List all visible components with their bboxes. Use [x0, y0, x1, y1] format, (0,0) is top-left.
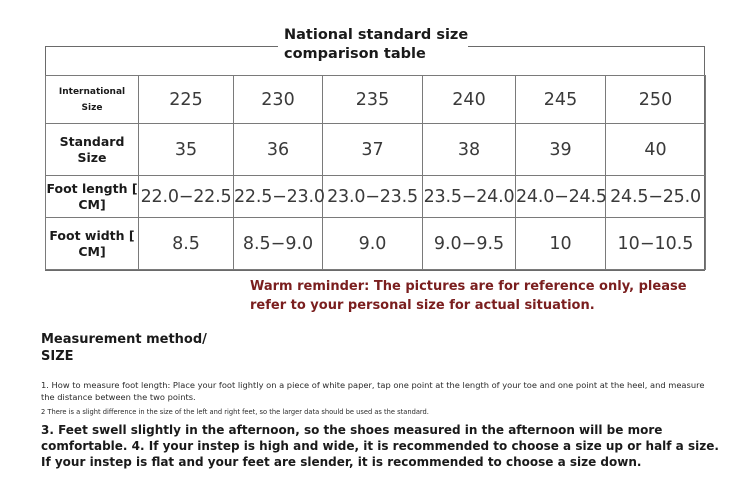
measurement-note-3: 3. Feet swell slightly in the afternoon, so the shoes measured in the afternoon will be more comfortable. 4. If your instep is high and wide, it is recommended to choose a size up or half a size. If your instep is flat and your feet are slender, it is recommended to choose a size down. [41, 423, 719, 469]
table-cell: 40 [606, 124, 706, 176]
table-row [46, 218, 706, 270]
table-cell: 235 [323, 76, 423, 124]
table-cell: 225 [139, 76, 234, 124]
table-row [46, 176, 706, 218]
table-cell: 38 [423, 124, 516, 176]
table-cell: 22.0−22.5 [139, 176, 234, 218]
row-header: Foot length [ CM] [46, 176, 139, 218]
table-cell: 8.5−9.0 [234, 218, 323, 270]
table-cell: 8.5 [139, 218, 234, 270]
table-cell: 35 [139, 124, 234, 176]
page-title: National standard size comparison table [284, 27, 469, 62]
table-cell: 9.0−9.5 [423, 218, 516, 270]
table-cell: 250 [606, 76, 706, 124]
table-row [46, 76, 706, 124]
row-header: Foot width [ CM] [46, 218, 139, 270]
row-header: Standard Size [46, 124, 139, 176]
table-cell: 23.0−23.5 [323, 176, 423, 218]
measurement-note-2: 2 There is a slight difference in the size of the left and right feet, so the larger data should be used as the standard. [41, 408, 429, 416]
table-cell: 36 [234, 124, 323, 176]
table-cell: 230 [234, 76, 323, 124]
warm-reminder: Warm reminder: The pictures are for reference only, please refer to your personal size for actual situation. [250, 279, 687, 313]
table-cell: 24.5−25.0 [606, 176, 706, 218]
table-cell: 9.0 [323, 218, 423, 270]
table-cell: 240 [423, 76, 516, 124]
measurement-note-1: 1. How to measure foot length: Place your foot lightly on a piece of white paper, tap one point at the length of your toe and one point at the heel, and measure the distance between the two points. [41, 380, 705, 402]
table-cell: 23.5−24.0 [423, 176, 516, 218]
size-comparison-table [45, 75, 706, 270]
table-cell: 37 [323, 124, 423, 176]
table-cell: 10−10.5 [606, 218, 706, 270]
table-cell: 10 [516, 218, 606, 270]
table-cell: 24.0−24.5 [516, 176, 606, 218]
table-cell: 39 [516, 124, 606, 176]
table-cell: 22.5−23.0 [234, 176, 323, 218]
table-cell: 245 [516, 76, 606, 124]
row-header: International Size [46, 76, 139, 124]
measurement-method-title: Measurement method/ SIZE [41, 332, 207, 364]
table-row [46, 124, 706, 176]
